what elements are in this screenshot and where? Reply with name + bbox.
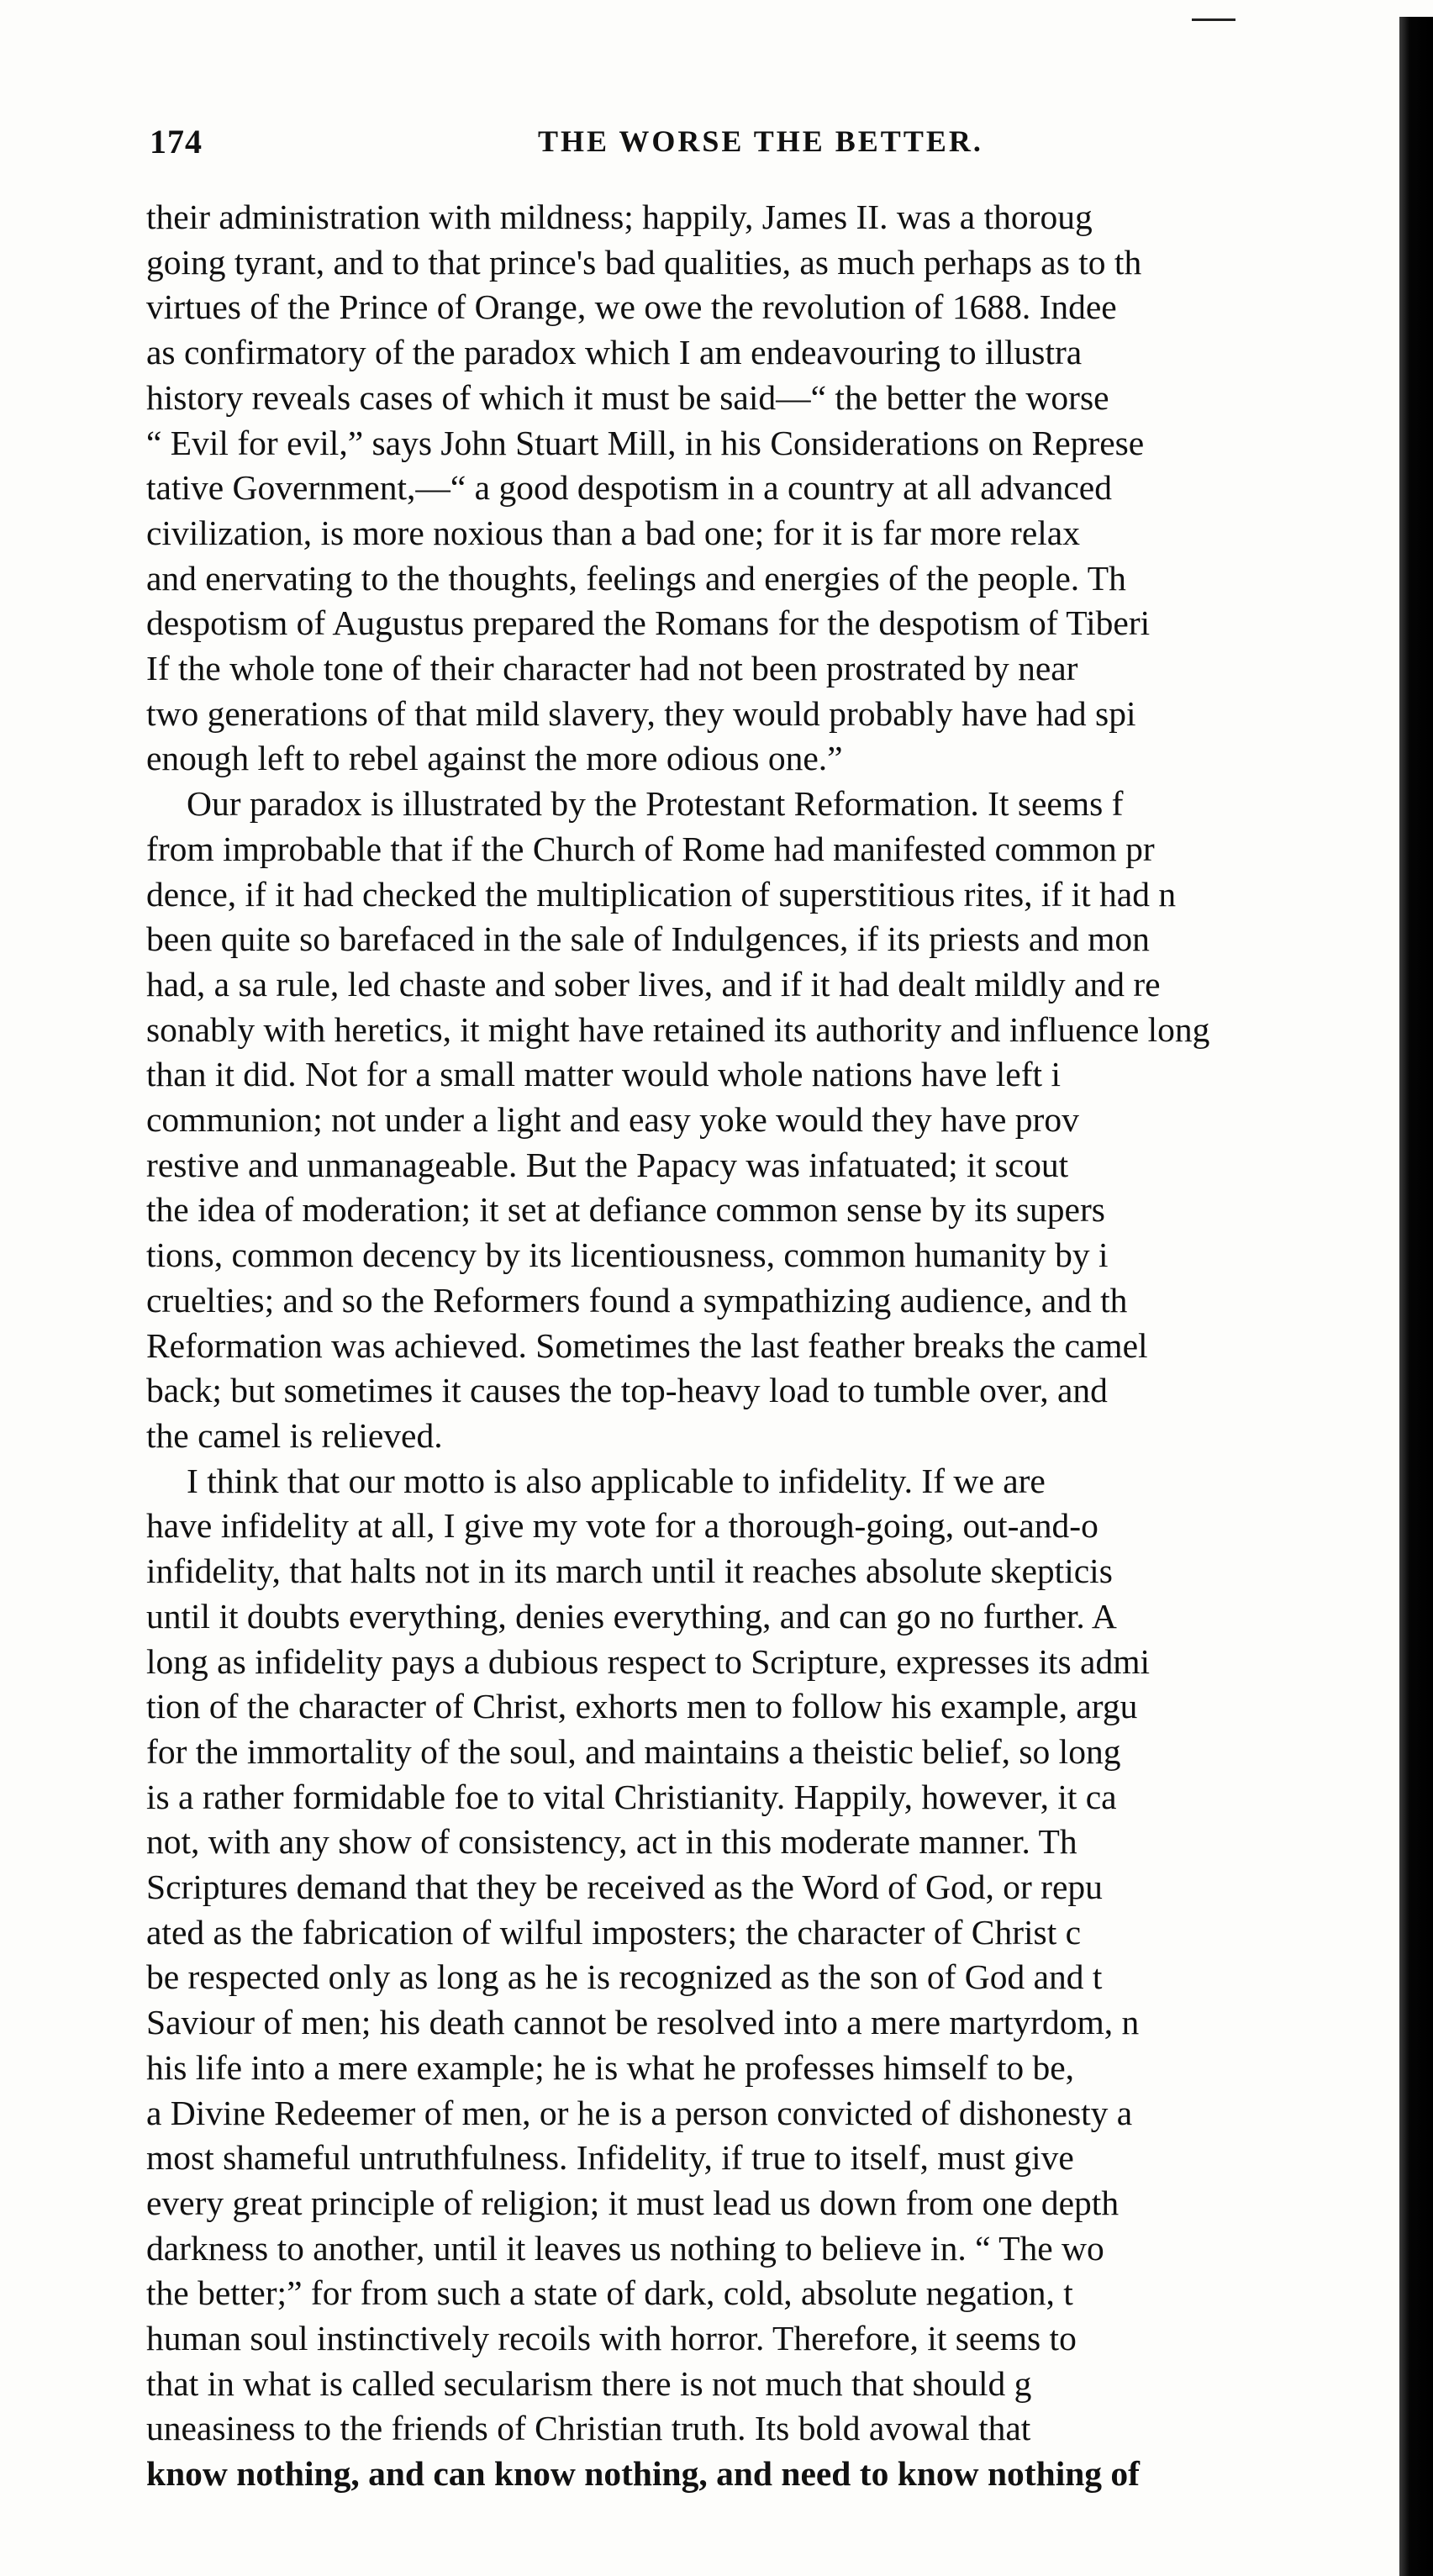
text-line: most shameful untruthfulness. Infidelity, if true to itself, must give [146, 2138, 1074, 2178]
text-line: history reveals cases of which it must be said—“ the better the worse [146, 377, 1109, 417]
text-line: human soul instinctively recoils with horror. Therefore, it seems to [146, 2319, 1077, 2358]
text-line: tions, common decency by its licentiousness, common humanity by i [146, 1235, 1109, 1275]
text-line: Our paradox is illustrated by the Protestant Reformation. It seems f [187, 784, 1124, 824]
text-line: I think that our motto is also applicable to infidelity. If we are [187, 1461, 1046, 1500]
text-line: darkness to another, until it leaves us nothing to believe in. “ The wo [146, 2228, 1104, 2268]
text-line: tion of the character of Christ, exhorts men to follow his example, argu [146, 1687, 1138, 1726]
text-line: Saviour of men; his death cannot be resolved into a mere martyrdom, n [146, 2003, 1140, 2042]
running-head: THE WORSE THE BETTER. [538, 124, 983, 158]
text-line: the camel is relieved. [146, 1415, 443, 1455]
text-line: If the whole tone of their character had not been prostrated by near [146, 649, 1078, 688]
text-line: uneasiness to the friends of Christian truth. Its bold avowal that [146, 2409, 1031, 2448]
text-line: is a rather formidable foe to vital Christianity. Happily, however, it ca [146, 1777, 1117, 1816]
text-line: going tyrant, and to that prince's bad qualities, as much perhaps as to th [146, 242, 1142, 282]
text-line: that in what is called secularism there is not much that should g [146, 2363, 1032, 2403]
text-line: be respected only as long as he is recognized as the son of God and t [146, 1957, 1103, 1997]
text-line: Scriptures demand that they be received as the Word of God, or repu [146, 1867, 1103, 1907]
text-line: long as infidelity pays a dubious respect to Scripture, expresses its admi [146, 1641, 1151, 1681]
text-line: communion; not under a light and easy yoke would they have prov [146, 1100, 1079, 1140]
text-line: the idea of moderation; it set at defiance common sense by its supers [146, 1190, 1105, 1230]
text-line: have infidelity at all, I give my vote for a thorough-going, out-and-o [146, 1506, 1098, 1546]
text-line: dence, if it had checked the multiplication of superstitious rites, if it had n [146, 874, 1177, 914]
text-line: enough left to rebel against the more odious one.” [146, 739, 843, 778]
text-line: sonably with heretics, it might have retained its authority and influence long [146, 1009, 1210, 1049]
text-line: not, with any show of consistency, act in this moderate manner. Th [146, 1822, 1077, 1862]
paragraph [146, 782, 1395, 1459]
text-line: know nothing, and can know nothing, and need to know nothing of [146, 2454, 1141, 2494]
paragraph [146, 195, 1395, 782]
text-line: his life into a mere example; he is what he professes himself to be, [146, 2047, 1075, 2087]
paragraph [146, 1459, 1395, 2497]
scan-mark [1192, 18, 1235, 21]
page-header [150, 116, 1393, 166]
text-line: Reformation was achieved. Sometimes the last feather breaks the camel [146, 1325, 1148, 1365]
text-line: two generations of that mild slavery, they would probably have had spi [146, 693, 1136, 733]
text-line: their administration with mildness; happily, James II. was a thoroug [146, 198, 1093, 236]
body-text [146, 195, 1395, 2573]
text-line: been quite so barefaced in the sale of Indulgences, if its priests and mon [146, 919, 1150, 959]
text-line: and enervating to the thoughts, feelings and energies of the people. Th [146, 558, 1126, 598]
text-line: back; but sometimes it causes the top-heavy load to tumble over, and [146, 1371, 1108, 1410]
text-line: for the immortality of the soul, and maintains a theistic belief, so long [146, 1731, 1121, 1771]
text-line: infidelity, that halts not in its march until it reaches absolute skepticis [146, 1551, 1113, 1591]
page-number: 174 [150, 122, 203, 161]
text-line: “ Evil for evil,” says John Stuart Mill, in his Considerations on Represe [146, 423, 1145, 462]
text-line: civilization, is more noxious than a bad one; for it is far more relax [146, 513, 1080, 552]
page-gutter-shadow [1399, 17, 1433, 2576]
text-line: than it did. Not for a small matter would whole nations have left i [146, 1055, 1061, 1094]
text-line: a Divine Redeemer of men, or he is a person convicted of dishonesty a [146, 2093, 1133, 2132]
text-line: virtues of the Prince of Orange, we owe the revolution of 1688. Indee [146, 287, 1117, 327]
text-line: from improbable that if the Church of Rome had manifested common pr [146, 829, 1155, 868]
text-line: every great principle of religion; it must lead us down from one depth [146, 2183, 1120, 2222]
text-line: had, a sa rule, led chaste and sober lives, and if it had dealt mildly and re [146, 964, 1161, 1004]
text-line: tative Government,—“ a good despotism in a country at all advanced [146, 468, 1112, 508]
text-line: until it doubts everything, denies everything, and can go no further. A [146, 1596, 1117, 1636]
text-line: ated as the fabrication of wilful imposters; the character of Christ c [146, 1912, 1082, 1952]
text-line: despotism of Augustus prepared the Romans for the despotism of Tiberi [146, 603, 1151, 643]
text-line: restive and unmanageable. But the Papacy was infatuated; it scout [146, 1145, 1069, 1184]
text-line: the better;” for from such a state of dark, cold, absolute negation, t [146, 2273, 1073, 2313]
text-line: cruelties; and so the Reformers found a sympathizing audience, and th [146, 1280, 1128, 1320]
text-line: as confirmatory of the paradox which I am endeavouring to illustra [146, 333, 1083, 372]
